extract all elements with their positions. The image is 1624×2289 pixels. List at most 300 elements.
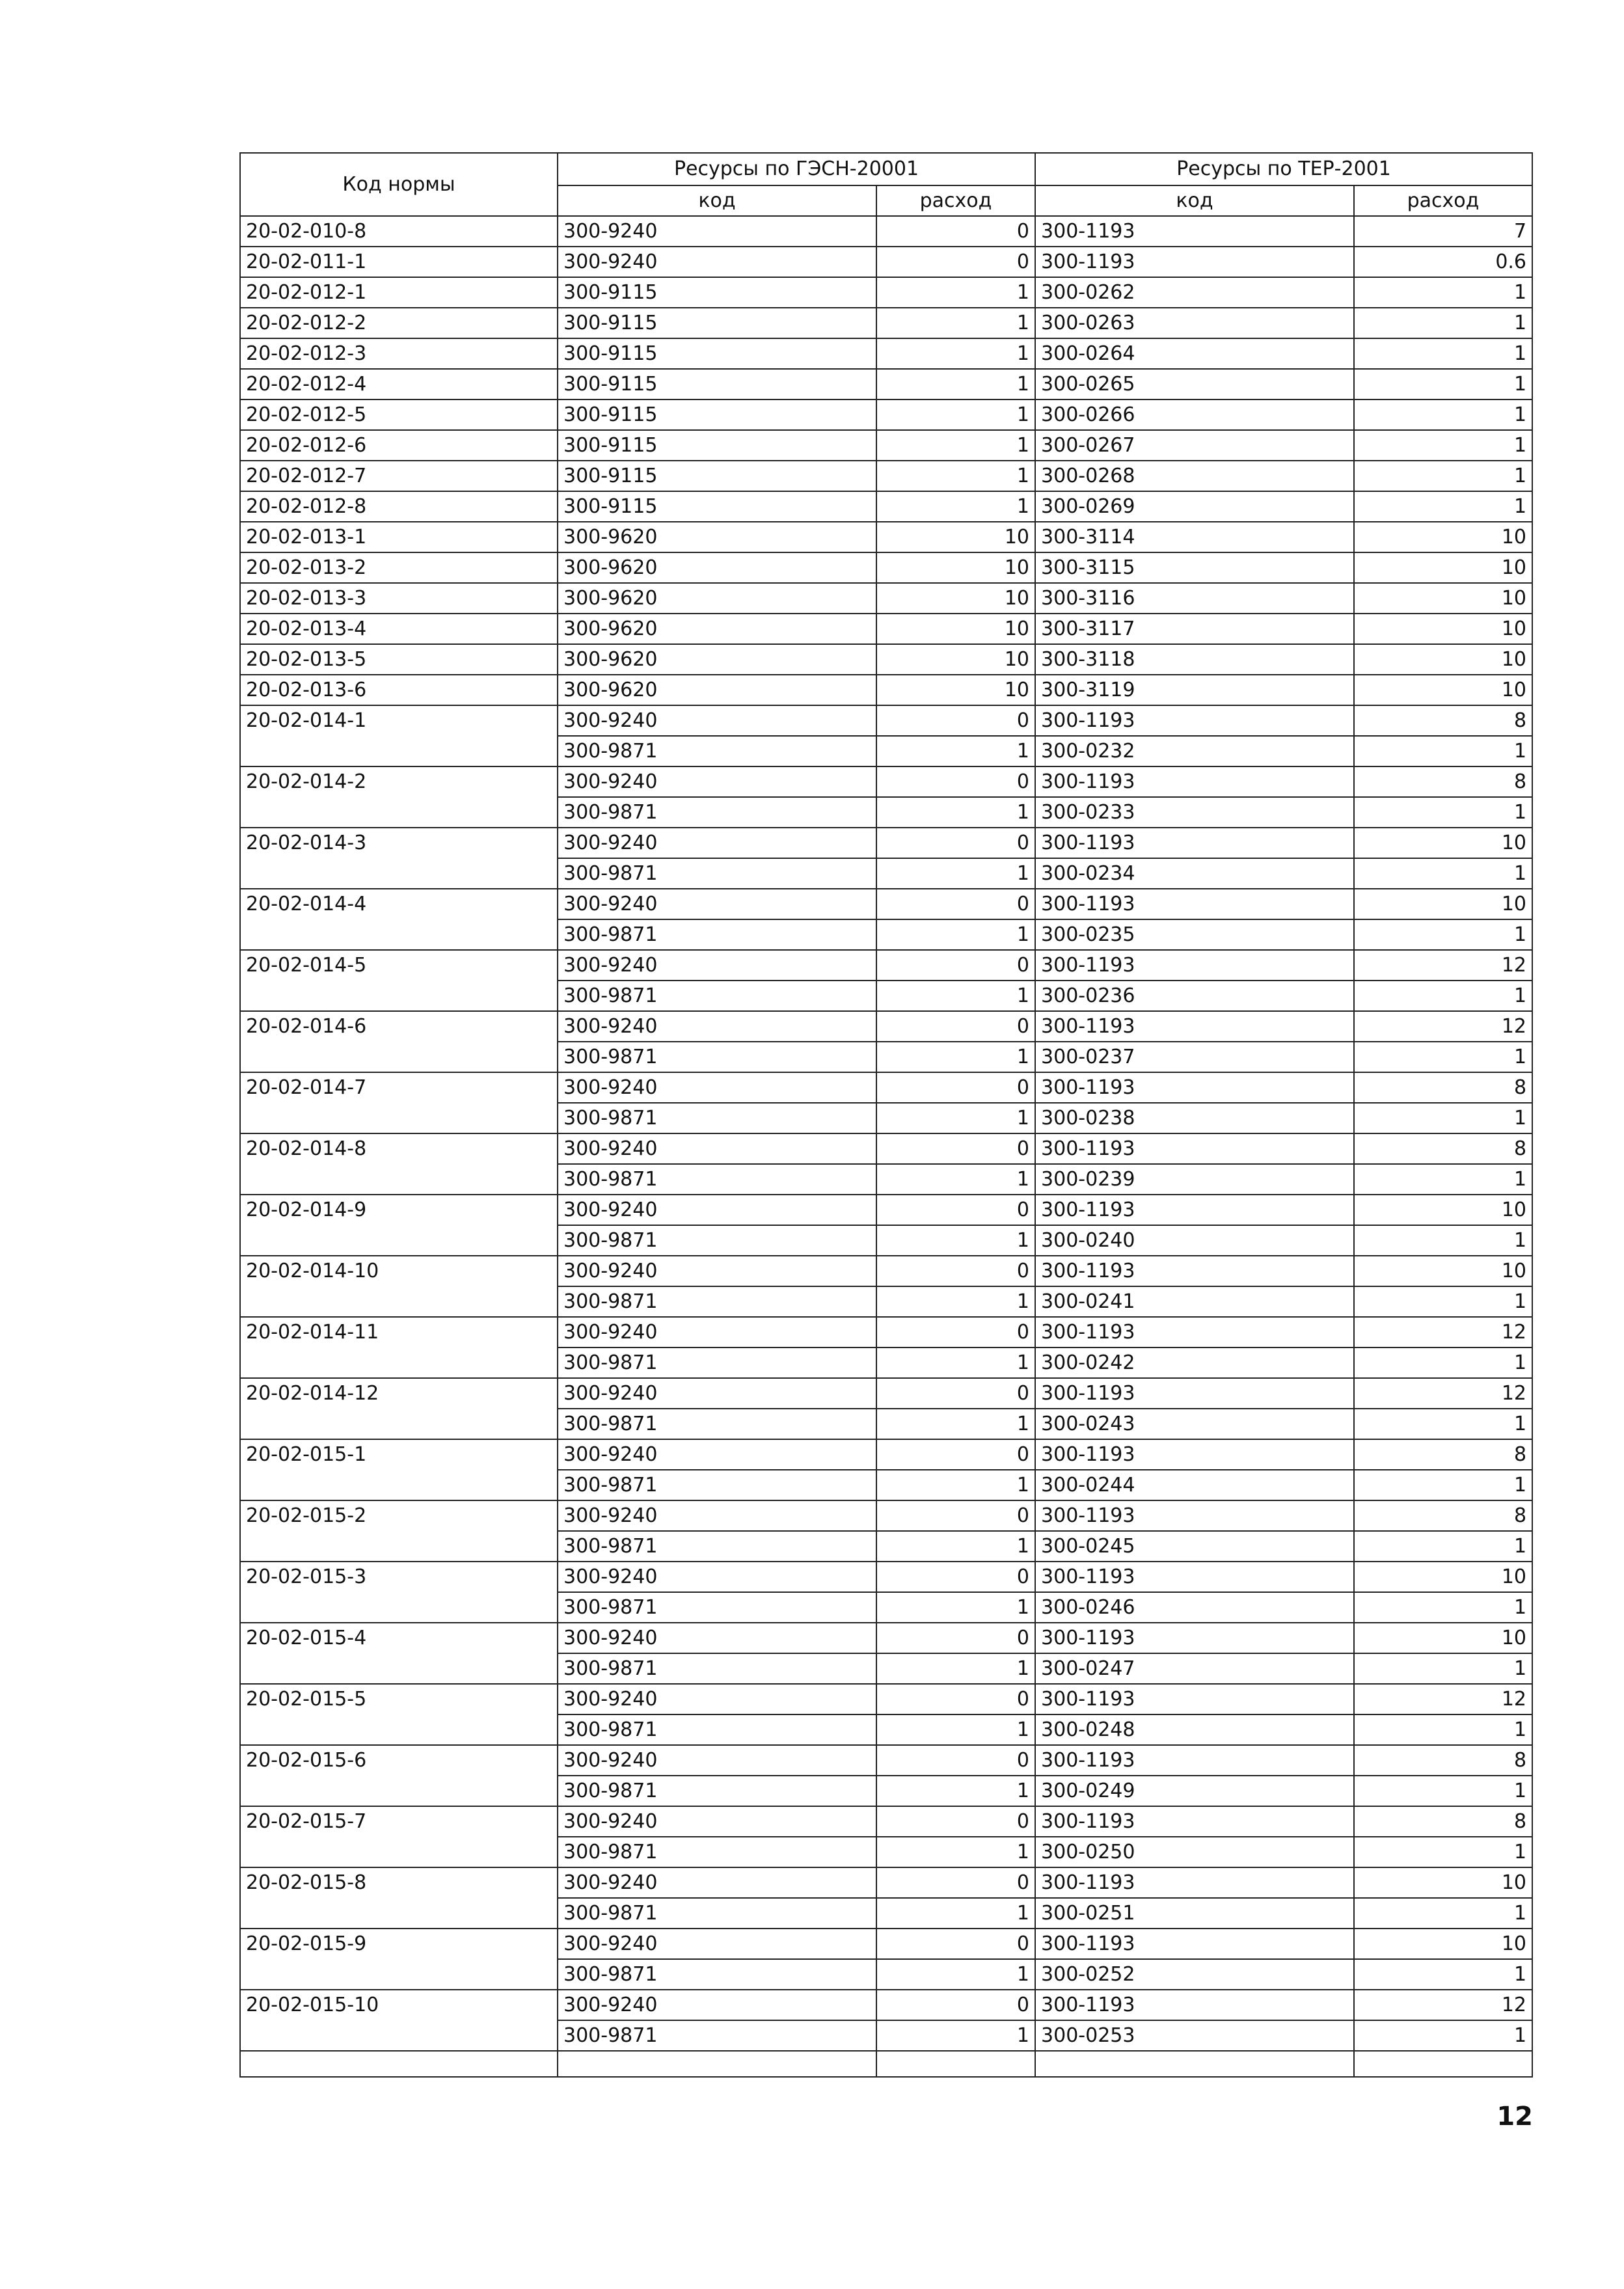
ter-consumption-cell: 10 — [1354, 675, 1532, 705]
ter-code-cell: 300-0237 — [1035, 1042, 1354, 1072]
gesn-consumption-cell: 0 — [876, 1133, 1035, 1164]
ter-code-cell: 300-0268 — [1035, 461, 1354, 491]
ter-code-header: код — [1035, 185, 1354, 216]
gesn-code-cell: 300-9871 — [558, 919, 876, 950]
ter-consumption-cell: 10 — [1354, 614, 1532, 644]
ter-code-cell: 300-0241 — [1035, 1286, 1354, 1317]
table-row — [240, 1806, 1532, 1837]
ter-consumption-cell: 1 — [1354, 1286, 1532, 1317]
ter-consumption-cell: 10 — [1354, 889, 1532, 919]
ter-consumption-cell: 1 — [1354, 1714, 1532, 1745]
table-row — [240, 1684, 1532, 1714]
gesn-code-cell: 300-9620 — [558, 675, 876, 705]
gesn-code-cell: 300-9871 — [558, 1225, 876, 1256]
norm-code-cell: 20-02-013-5 — [240, 644, 558, 675]
ter-code-cell: 300-0267 — [1035, 430, 1354, 461]
ter-code-cell: 300-1193 — [1035, 1439, 1354, 1470]
ter-code-cell: 300-1193 — [1035, 1623, 1354, 1653]
ter-consumption-cell: 10 — [1354, 552, 1532, 583]
table-row — [240, 1439, 1532, 1470]
ter-consumption-cell: 8 — [1354, 705, 1532, 736]
ter-consumption-header: расход — [1354, 185, 1532, 216]
ter-code-cell: 300-0269 — [1035, 491, 1354, 522]
gesn-code-cell: 300-9240 — [558, 1256, 876, 1286]
gesn-consumption-cell: 1 — [876, 858, 1035, 889]
ter-consumption-cell: 10 — [1354, 1562, 1532, 1592]
gesn-code-cell: 300-9871 — [558, 1470, 876, 1500]
ter-consumption-cell: 10 — [1354, 522, 1532, 552]
gesn-consumption-cell: 1 — [876, 1348, 1035, 1378]
gesn-consumption-cell: 1 — [876, 1714, 1035, 1745]
ter-code-cell: 300-1193 — [1035, 1500, 1354, 1531]
gesn-code-cell: 300-9871 — [558, 981, 876, 1011]
resources-table-container — [239, 152, 1532, 2078]
ter-consumption-cell: 1 — [1354, 1837, 1532, 1867]
ter-consumption-cell: 1 — [1354, 1103, 1532, 1133]
gesn-code-cell: 300-9115 — [558, 308, 876, 338]
ter-consumption-cell: 1 — [1354, 919, 1532, 950]
ter-consumption-cell: 12 — [1354, 1011, 1532, 1042]
ter-consumption-cell: 0.6 — [1354, 247, 1532, 277]
gesn-code-cell: 300-9240 — [558, 1623, 876, 1653]
norm-code-cell: 20-02-014-11 — [240, 1317, 558, 1378]
ter-consumption-cell: 1 — [1354, 369, 1532, 400]
gesn-code-cell: 300-9240 — [558, 247, 876, 277]
gesn-consumption-cell: 1 — [876, 338, 1035, 369]
gesn-consumption-cell: 1 — [876, 1286, 1035, 1317]
ter-code-cell: 300-3119 — [1035, 675, 1354, 705]
norm-code-cell: 20-02-015-1 — [240, 1439, 558, 1500]
ter-code-cell: 300-0253 — [1035, 2020, 1354, 2051]
ter-consumption-cell: 1 — [1354, 1470, 1532, 1500]
gesn-consumption-cell: 1 — [876, 461, 1035, 491]
ter-code-cell: 300-1193 — [1035, 1072, 1354, 1103]
ter-code-cell: 300-0251 — [1035, 1898, 1354, 1929]
table-row — [240, 1562, 1532, 1592]
ter-code-cell: 300-0265 — [1035, 369, 1354, 400]
norm-code-cell: 20-02-012-2 — [240, 308, 558, 338]
gesn-code-cell: 300-9115 — [558, 400, 876, 430]
gesn-consumption-cell: 0 — [876, 1439, 1035, 1470]
norm-code-cell: 20-02-014-10 — [240, 1256, 558, 1317]
ter-code-cell: 300-1193 — [1035, 1562, 1354, 1592]
table-row — [240, 308, 1532, 338]
table-row — [240, 583, 1532, 614]
gesn-consumption-cell: 1 — [876, 491, 1035, 522]
ter-code-cell: 300-3115 — [1035, 552, 1354, 583]
ter-code-cell: 300-0246 — [1035, 1592, 1354, 1623]
table-row — [240, 461, 1532, 491]
table-row — [240, 1623, 1532, 1653]
gesn-code-header: код — [558, 185, 876, 216]
gesn-code-cell: 300-9240 — [558, 1317, 876, 1348]
gesn-consumption-cell: 0 — [876, 1867, 1035, 1898]
gesn-consumption-cell: 1 — [876, 1959, 1035, 1990]
gesn-consumption-cell: 0 — [876, 766, 1035, 797]
norm-code-cell: 20-02-012-8 — [240, 491, 558, 522]
ter-code-cell: 300-0236 — [1035, 981, 1354, 1011]
ter-consumption-cell: 1 — [1354, 1776, 1532, 1806]
gesn-consumption-cell: 0 — [876, 247, 1035, 277]
norm-code-cell: 20-02-015-10 — [240, 1990, 558, 2051]
gesn-code-cell: 300-9115 — [558, 369, 876, 400]
gesn-consumption-cell: 1 — [876, 1653, 1035, 1684]
gesn-code-cell: 300-9240 — [558, 1133, 876, 1164]
norm-code-cell: 20-02-012-4 — [240, 369, 558, 400]
gesn-consumption-cell: 1 — [876, 1470, 1035, 1500]
gesn-code-cell: 300-9240 — [558, 1867, 876, 1898]
ter-consumption-cell: 8 — [1354, 1500, 1532, 1531]
ter-consumption-cell: 1 — [1354, 1409, 1532, 1439]
ter-consumption-cell: 10 — [1354, 1195, 1532, 1225]
gesn-consumption-cell: 0 — [876, 1623, 1035, 1653]
gesn-consumption-cell: 0 — [876, 1317, 1035, 1348]
gesn-code-cell: 300-9620 — [558, 552, 876, 583]
norm-code-cell: 20-02-013-4 — [240, 614, 558, 644]
table-row — [240, 430, 1532, 461]
gesn-consumption-cell: 0 — [876, 1806, 1035, 1837]
norm-code-cell: 20-02-012-7 — [240, 461, 558, 491]
gesn-consumption-cell: 1 — [876, 2020, 1035, 2051]
ter-consumption-cell: 10 — [1354, 583, 1532, 614]
ter-consumption-cell: 1 — [1354, 1898, 1532, 1929]
gesn-consumption-cell: 1 — [876, 1225, 1035, 1256]
ter-code-cell: 300-1193 — [1035, 1806, 1354, 1837]
empty-cell — [558, 2051, 876, 2077]
ter-code-cell: 300-1193 — [1035, 889, 1354, 919]
ter-code-cell: 300-0262 — [1035, 277, 1354, 308]
ter-consumption-cell: 8 — [1354, 766, 1532, 797]
ter-consumption-cell: 8 — [1354, 1439, 1532, 1470]
ter-consumption-cell: 1 — [1354, 1348, 1532, 1378]
gesn-code-cell: 300-9871 — [558, 1776, 876, 1806]
ter-code-cell: 300-0264 — [1035, 338, 1354, 369]
norm-code-cell: 20-02-014-2 — [240, 766, 558, 828]
gesn-consumption-cell: 1 — [876, 277, 1035, 308]
gesn-consumption-cell: 0 — [876, 1929, 1035, 1959]
ter-consumption-cell: 12 — [1354, 1684, 1532, 1714]
ter-code-cell: 300-0252 — [1035, 1959, 1354, 1990]
ter-consumption-cell: 1 — [1354, 400, 1532, 430]
table-row — [240, 1867, 1532, 1898]
ter-code-cell: 300-0240 — [1035, 1225, 1354, 1256]
ter-consumption-cell: 1 — [1354, 338, 1532, 369]
gesn-consumption-cell: 0 — [876, 1011, 1035, 1042]
empty-row — [240, 2051, 1532, 2077]
gesn-code-cell: 300-9240 — [558, 1195, 876, 1225]
gesn-consumption-cell: 0 — [876, 216, 1035, 247]
ter-code-cell: 300-1193 — [1035, 766, 1354, 797]
table-row — [240, 1195, 1532, 1225]
ter-consumption-cell: 7 — [1354, 216, 1532, 247]
norm-code-cell: 20-02-014-6 — [240, 1011, 558, 1072]
ter-consumption-cell: 10 — [1354, 1867, 1532, 1898]
table-row — [240, 1990, 1532, 2020]
gesn-code-cell: 300-9871 — [558, 797, 876, 828]
ter-code-cell: 300-1193 — [1035, 1195, 1354, 1225]
ter-code-cell: 300-1193 — [1035, 828, 1354, 858]
gesn-consumption-cell: 1 — [876, 1592, 1035, 1623]
ter-consumption-cell: 1 — [1354, 981, 1532, 1011]
ter-code-cell: 300-0247 — [1035, 1653, 1354, 1684]
gesn-consumption-cell: 1 — [876, 1103, 1035, 1133]
ter-consumption-cell: 8 — [1354, 1745, 1532, 1776]
norm-code-cell: 20-02-011-1 — [240, 247, 558, 277]
gesn-code-cell: 300-9240 — [558, 1562, 876, 1592]
table-row — [240, 247, 1532, 277]
ter-consumption-cell: 1 — [1354, 736, 1532, 766]
table-body — [240, 216, 1532, 2077]
norm-code-cell: 20-02-013-3 — [240, 583, 558, 614]
norm-code-cell: 20-02-014-7 — [240, 1072, 558, 1133]
gesn-code-cell: 300-9871 — [558, 1409, 876, 1439]
ter-consumption-cell: 12 — [1354, 1378, 1532, 1409]
gesn-code-cell: 300-9115 — [558, 491, 876, 522]
ter-code-cell: 300-1193 — [1035, 1745, 1354, 1776]
table-row — [240, 552, 1532, 583]
ter-consumption-cell: 1 — [1354, 308, 1532, 338]
gesn-code-cell: 300-9240 — [558, 1684, 876, 1714]
table-row — [240, 1317, 1532, 1348]
table-row — [240, 1256, 1532, 1286]
norm-code-cell: 20-02-015-3 — [240, 1562, 558, 1623]
norm-code-cell: 20-02-013-2 — [240, 552, 558, 583]
gesn-code-cell: 300-9871 — [558, 1959, 876, 1990]
ter-code-cell: 300-0244 — [1035, 1470, 1354, 1500]
norm-code-cell: 20-02-010-8 — [240, 216, 558, 247]
ter-code-cell: 300-0248 — [1035, 1714, 1354, 1745]
table-row — [240, 1011, 1532, 1042]
gesn-consumption-cell: 1 — [876, 400, 1035, 430]
ter-code-cell: 300-3116 — [1035, 583, 1354, 614]
ter-code-cell: 300-0243 — [1035, 1409, 1354, 1439]
ter-consumption-cell: 1 — [1354, 858, 1532, 889]
ter-consumption-cell: 1 — [1354, 1653, 1532, 1684]
ter-consumption-cell: 1 — [1354, 797, 1532, 828]
gesn-code-cell: 300-9871 — [558, 2020, 876, 2051]
norm-code-cell: 20-02-015-2 — [240, 1500, 558, 1562]
ter-consumption-cell: 8 — [1354, 1133, 1532, 1164]
ter-consumption-cell: 1 — [1354, 491, 1532, 522]
gesn-code-cell: 300-9240 — [558, 216, 876, 247]
gesn-code-cell: 300-9115 — [558, 277, 876, 308]
gesn-consumption-cell: 1 — [876, 1837, 1035, 1867]
gesn-consumption-cell: 1 — [876, 1042, 1035, 1072]
page-number: 12 — [1496, 2102, 1533, 2132]
empty-cell — [1035, 2051, 1354, 2077]
table-row — [240, 644, 1532, 675]
norm-code-cell: 20-02-014-3 — [240, 828, 558, 889]
table-row — [240, 828, 1532, 858]
norm-code-cell: 20-02-015-7 — [240, 1806, 558, 1867]
norm-code-cell: 20-02-014-12 — [240, 1378, 558, 1439]
gesn-code-cell: 300-9871 — [558, 858, 876, 889]
norm-code-cell: 20-02-012-5 — [240, 400, 558, 430]
gesn-consumption-cell: 1 — [876, 1531, 1035, 1562]
gesn-consumption-cell: 0 — [876, 1072, 1035, 1103]
table-row — [240, 1500, 1532, 1531]
norm-code-cell: 20-02-013-6 — [240, 675, 558, 705]
ter-consumption-cell: 8 — [1354, 1072, 1532, 1103]
ter-code-cell: 300-1193 — [1035, 1378, 1354, 1409]
ter-consumption-cell: 1 — [1354, 461, 1532, 491]
ter-consumption-cell: 12 — [1354, 950, 1532, 981]
table-row — [240, 675, 1532, 705]
gesn-consumption-cell: 0 — [876, 1684, 1035, 1714]
table-row — [240, 400, 1532, 430]
ter-code-cell: 300-0263 — [1035, 308, 1354, 338]
norm-code-cell: 20-02-014-1 — [240, 705, 558, 766]
gesn-resources-header: Ресурсы по ГЭСН-20001 — [558, 153, 1035, 185]
ter-code-cell: 300-1193 — [1035, 950, 1354, 981]
ter-consumption-cell: 1 — [1354, 1592, 1532, 1623]
gesn-code-cell: 300-9871 — [558, 1042, 876, 1072]
gesn-consumption-cell: 10 — [876, 614, 1035, 644]
ter-code-cell: 300-0238 — [1035, 1103, 1354, 1133]
gesn-consumption-cell: 10 — [876, 675, 1035, 705]
gesn-code-cell: 300-9115 — [558, 461, 876, 491]
ter-code-cell: 300-0235 — [1035, 919, 1354, 950]
ter-code-cell: 300-1193 — [1035, 1929, 1354, 1959]
ter-code-cell: 300-0242 — [1035, 1348, 1354, 1378]
norm-code-cell: 20-02-015-4 — [240, 1623, 558, 1684]
ter-consumption-cell: 1 — [1354, 2020, 1532, 2051]
table-row — [240, 277, 1532, 308]
table-row — [240, 766, 1532, 797]
gesn-code-cell: 300-9871 — [558, 1714, 876, 1745]
gesn-consumption-header: расход — [876, 185, 1035, 216]
norm-code-cell: 20-02-014-4 — [240, 889, 558, 950]
ter-code-cell: 300-0234 — [1035, 858, 1354, 889]
ter-consumption-cell: 12 — [1354, 1990, 1532, 2020]
ter-consumption-cell: 10 — [1354, 828, 1532, 858]
gesn-code-cell: 300-9240 — [558, 1011, 876, 1042]
ter-consumption-cell: 1 — [1354, 1531, 1532, 1562]
ter-code-cell: 300-1193 — [1035, 1011, 1354, 1042]
gesn-consumption-cell: 10 — [876, 522, 1035, 552]
gesn-code-cell: 300-9871 — [558, 736, 876, 766]
ter-consumption-cell: 1 — [1354, 1225, 1532, 1256]
empty-cell — [240, 2051, 558, 2077]
gesn-consumption-cell: 10 — [876, 583, 1035, 614]
gesn-code-cell: 300-9871 — [558, 1837, 876, 1867]
ter-code-cell: 300-1193 — [1035, 1256, 1354, 1286]
gesn-code-cell: 300-9871 — [558, 1531, 876, 1562]
gesn-consumption-cell: 1 — [876, 797, 1035, 828]
norm-code-cell: 20-02-014-5 — [240, 950, 558, 1011]
gesn-code-cell: 300-9240 — [558, 1378, 876, 1409]
gesn-code-cell: 300-9620 — [558, 644, 876, 675]
ter-consumption-cell: 10 — [1354, 1623, 1532, 1653]
ter-code-cell: 300-3117 — [1035, 614, 1354, 644]
ter-consumption-cell: 1 — [1354, 277, 1532, 308]
ter-resources-header: Ресурсы по ТЕР-2001 — [1035, 153, 1532, 185]
table-row — [240, 1133, 1532, 1164]
gesn-code-cell: 300-9115 — [558, 430, 876, 461]
empty-cell — [1354, 2051, 1532, 2077]
gesn-consumption-cell: 1 — [876, 1409, 1035, 1439]
ter-code-cell: 300-1193 — [1035, 1133, 1354, 1164]
gesn-code-cell: 300-9240 — [558, 1990, 876, 2020]
gesn-code-cell: 300-9620 — [558, 614, 876, 644]
ter-code-cell: 300-0245 — [1035, 1531, 1354, 1562]
ter-consumption-cell: 1 — [1354, 1959, 1532, 1990]
norm-code-cell: 20-02-015-6 — [240, 1745, 558, 1806]
table-row — [240, 1929, 1532, 1959]
gesn-code-cell: 300-9620 — [558, 583, 876, 614]
gesn-consumption-cell: 0 — [876, 1990, 1035, 2020]
table-row — [240, 614, 1532, 644]
ter-code-cell: 300-0250 — [1035, 1837, 1354, 1867]
gesn-consumption-cell: 1 — [876, 1776, 1035, 1806]
norm-code-cell: 20-02-015-9 — [240, 1929, 558, 1990]
ter-consumption-cell: 1 — [1354, 430, 1532, 461]
norm-code-cell: 20-02-012-6 — [240, 430, 558, 461]
norm-code-cell: 20-02-012-3 — [240, 338, 558, 369]
ter-code-cell: 300-3118 — [1035, 644, 1354, 675]
table-row — [240, 705, 1532, 736]
gesn-consumption-cell: 1 — [876, 430, 1035, 461]
ter-consumption-cell: 10 — [1354, 644, 1532, 675]
gesn-code-cell: 300-9240 — [558, 1072, 876, 1103]
ter-code-cell: 300-0249 — [1035, 1776, 1354, 1806]
ter-code-cell: 300-0233 — [1035, 797, 1354, 828]
table-row — [240, 491, 1532, 522]
norm-code-cell: 20-02-015-5 — [240, 1684, 558, 1745]
ter-code-cell: 300-0232 — [1035, 736, 1354, 766]
gesn-consumption-cell: 0 — [876, 950, 1035, 981]
gesn-consumption-cell: 0 — [876, 1562, 1035, 1592]
gesn-code-cell: 300-9871 — [558, 1286, 876, 1317]
gesn-consumption-cell: 1 — [876, 308, 1035, 338]
ter-code-cell: 300-1193 — [1035, 1317, 1354, 1348]
ter-consumption-cell: 8 — [1354, 1806, 1532, 1837]
ter-code-cell: 300-3114 — [1035, 522, 1354, 552]
norm-code-cell: 20-02-015-8 — [240, 1867, 558, 1929]
ter-code-cell: 300-1193 — [1035, 1867, 1354, 1898]
gesn-code-cell: 300-9240 — [558, 766, 876, 797]
gesn-code-cell: 300-9871 — [558, 1164, 876, 1195]
empty-cell — [876, 2051, 1035, 2077]
gesn-code-cell: 300-9620 — [558, 522, 876, 552]
norm-code-cell: 20-02-014-8 — [240, 1133, 558, 1195]
gesn-code-cell: 300-9115 — [558, 338, 876, 369]
table-row — [240, 950, 1532, 981]
gesn-consumption-cell: 0 — [876, 1378, 1035, 1409]
gesn-code-cell: 300-9871 — [558, 1348, 876, 1378]
table-row — [240, 216, 1532, 247]
ter-consumption-cell: 10 — [1354, 1929, 1532, 1959]
table-row — [240, 522, 1532, 552]
gesn-consumption-cell: 0 — [876, 1195, 1035, 1225]
norm-code-cell: 20-02-012-1 — [240, 277, 558, 308]
ter-code-cell: 300-1193 — [1035, 247, 1354, 277]
resources-table — [239, 152, 1533, 2078]
ter-consumption-cell: 1 — [1354, 1042, 1532, 1072]
table-row — [240, 1745, 1532, 1776]
ter-code-cell: 300-1193 — [1035, 705, 1354, 736]
table-row — [240, 369, 1532, 400]
gesn-consumption-cell: 0 — [876, 1745, 1035, 1776]
table-row — [240, 889, 1532, 919]
table-row — [240, 338, 1532, 369]
gesn-code-cell: 300-9240 — [558, 1806, 876, 1837]
ter-code-cell: 300-1193 — [1035, 1990, 1354, 2020]
norm-code-cell: 20-02-013-1 — [240, 522, 558, 552]
gesn-consumption-cell: 0 — [876, 705, 1035, 736]
norm-code-header: Код нормы — [240, 153, 558, 216]
gesn-code-cell: 300-9240 — [558, 705, 876, 736]
